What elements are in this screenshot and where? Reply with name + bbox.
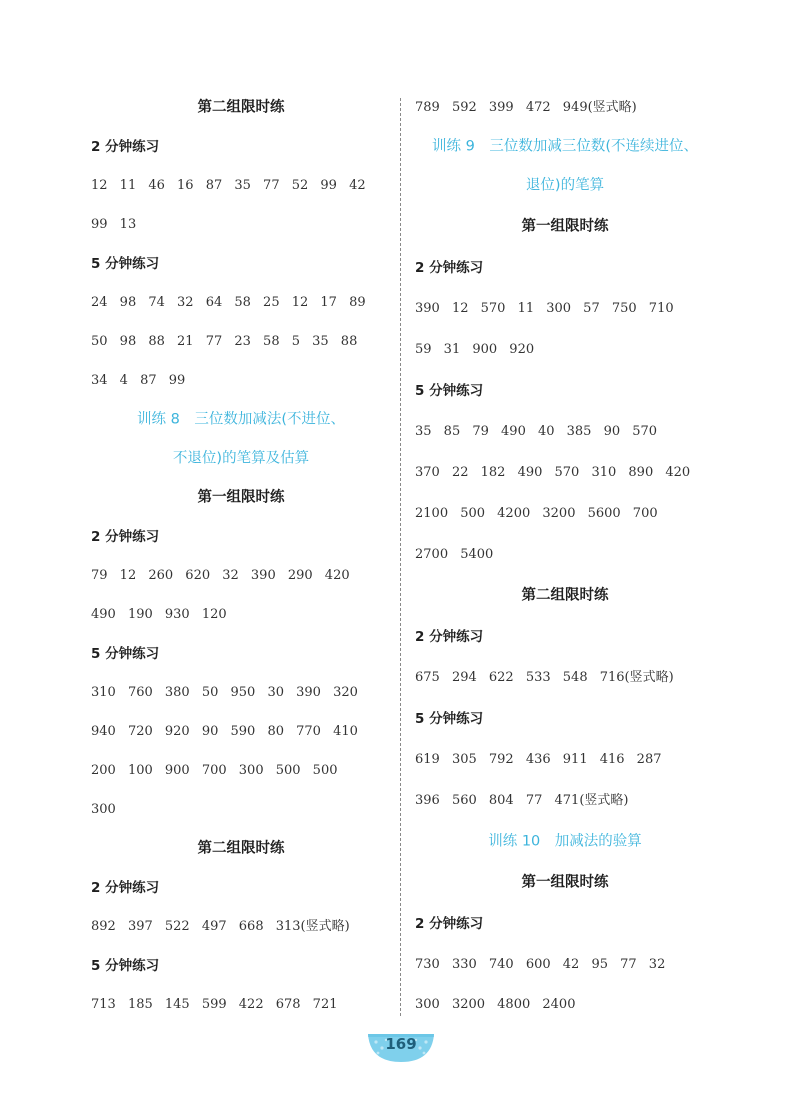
section-heading: 不退位)的笔算及估算 <box>172 450 310 467</box>
answer-line: 730 330 740 600 42 95 77 32 <box>415 957 666 973</box>
answer-line: 99 13 <box>91 217 137 233</box>
column-divider <box>400 98 401 1016</box>
practice-label: 5 分钟练习 <box>91 645 160 662</box>
group-title: 第一组限时练 <box>197 489 285 506</box>
answer-line: 789 592 399 472 949(竖式略) <box>415 100 637 116</box>
answer-line: 2100 500 4200 3200 5600 700 <box>415 506 658 522</box>
section-heading: 训练 9 三位数加减三位数(不连续进位、 <box>432 138 698 155</box>
page-number: 169 <box>385 1035 417 1053</box>
answer-line: 24 98 74 32 64 58 25 12 17 89 <box>91 295 366 311</box>
answer-line: 396 560 804 77 471(竖式略) <box>415 793 629 809</box>
group-title: 第一组限时练 <box>521 874 609 891</box>
page-number-badge <box>366 1024 436 1064</box>
group-title: 第二组限时练 <box>197 840 285 857</box>
practice-label: 2 分钟练习 <box>415 259 484 276</box>
practice-label: 5 分钟练习 <box>415 382 484 399</box>
answer-line: 390 12 570 11 300 57 750 710 <box>415 301 674 317</box>
practice-label: 2 分钟练习 <box>415 628 484 645</box>
answer-line: 619 305 792 436 911 416 287 <box>415 752 662 768</box>
answer-line: 200 100 900 700 300 500 500 <box>91 763 338 779</box>
answer-line: 50 98 88 21 77 23 58 5 35 88 <box>91 334 358 350</box>
answer-line: 59 31 900 920 <box>415 342 535 358</box>
answer-line: 2700 5400 <box>415 547 494 563</box>
answer-line: 79 12 260 620 32 390 290 420 <box>91 568 350 584</box>
answer-line: 490 190 930 120 <box>91 607 227 623</box>
group-title: 第二组限时练 <box>197 99 285 116</box>
answer-line: 300 3200 4800 2400 <box>415 997 576 1013</box>
group-title: 第一组限时练 <box>521 218 609 235</box>
answer-line: 892 397 522 497 668 313(竖式略) <box>91 919 350 935</box>
group-title: 第二组限时练 <box>521 587 609 604</box>
section-heading: 训练 8 三位数加减法(不进位、 <box>137 411 345 428</box>
left-column <box>91 0 391 1040</box>
answer-line: 35 85 79 490 40 385 90 570 <box>415 424 658 440</box>
section-heading: 退位)的笔算 <box>525 177 605 194</box>
practice-label: 5 分钟练习 <box>415 710 484 727</box>
answer-line: 713 185 145 599 422 678 721 <box>91 997 338 1013</box>
practice-label: 5 分钟练习 <box>91 957 160 974</box>
practice-label: 5 分钟练习 <box>91 255 160 272</box>
answer-line: 300 <box>91 802 116 818</box>
answer-line: 370 22 182 490 570 310 890 420 <box>415 465 691 481</box>
practice-label: 2 分钟练习 <box>91 528 160 545</box>
answer-line: 675 294 622 533 548 716(竖式略) <box>415 670 674 686</box>
answer-line: 310 760 380 50 950 30 390 320 <box>91 685 358 701</box>
practice-label: 2 分钟练习 <box>415 915 484 932</box>
answer-line: 12 11 46 16 87 35 77 52 99 42 <box>91 178 366 194</box>
answer-line: 34 4 87 99 <box>91 373 186 389</box>
section-heading: 训练 10 加减法的验算 <box>488 833 642 850</box>
practice-label: 2 分钟练习 <box>91 879 160 896</box>
practice-label: 2 分钟练习 <box>91 138 160 155</box>
answer-line: 940 720 920 90 590 80 770 410 <box>91 724 358 740</box>
right-column <box>415 0 715 1040</box>
